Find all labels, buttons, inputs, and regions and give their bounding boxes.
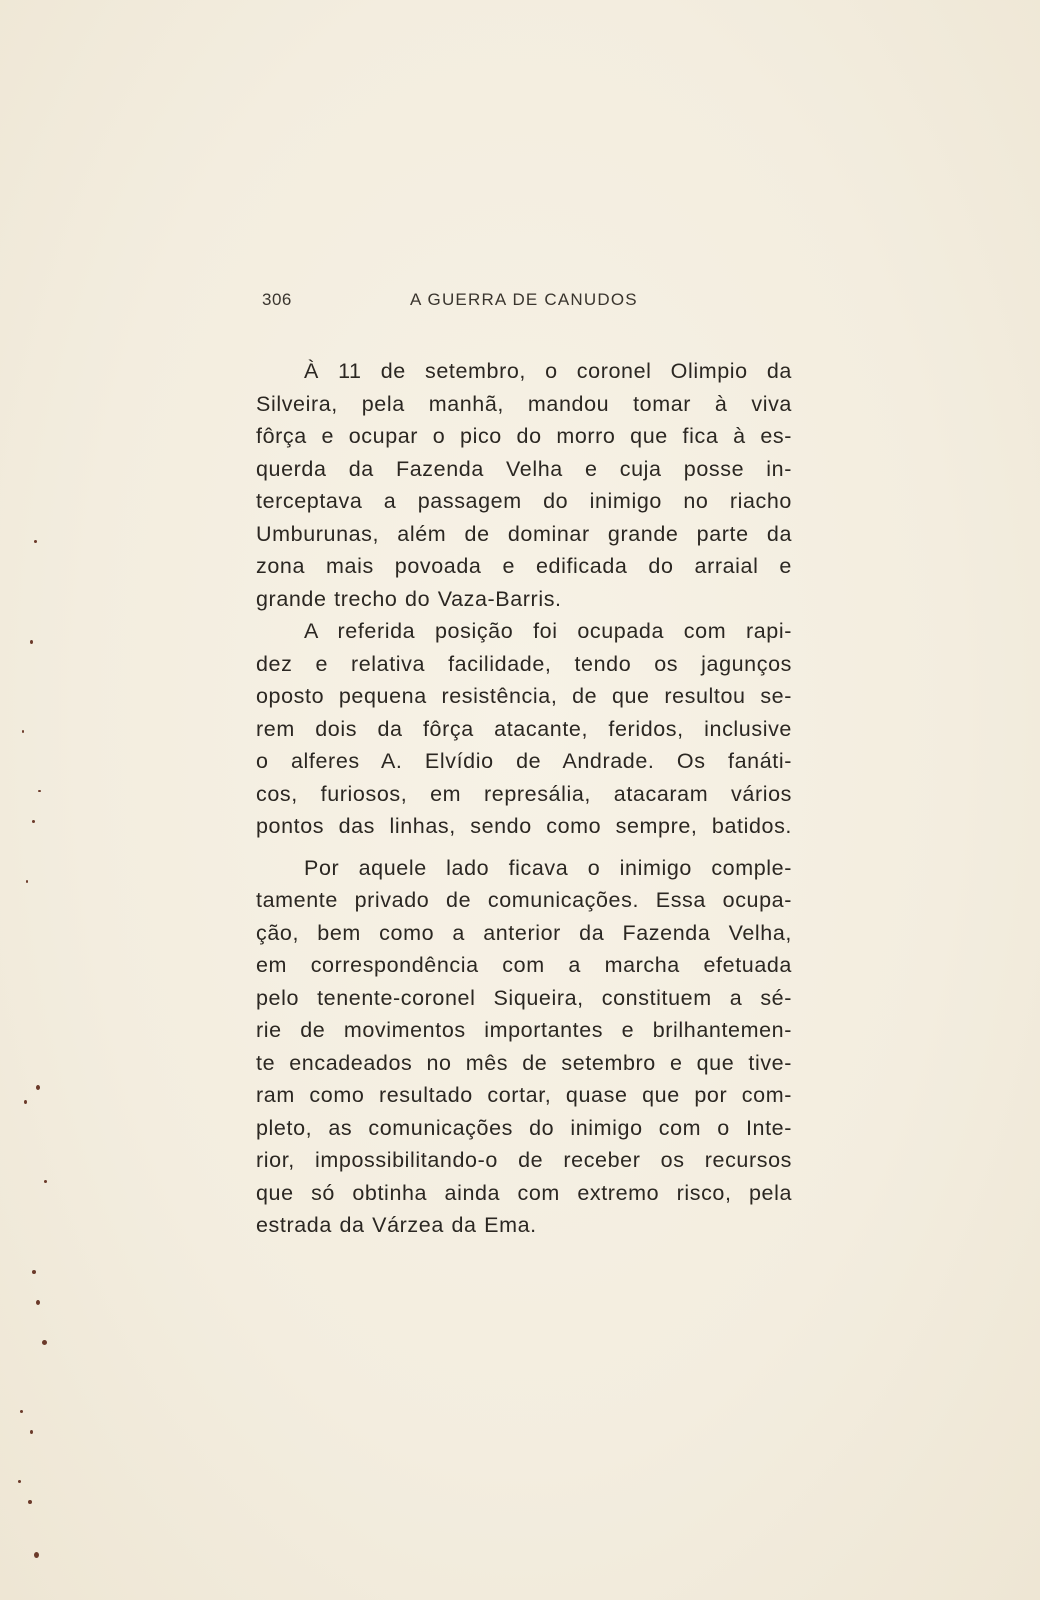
page-number: 306 bbox=[262, 290, 292, 309]
paper-speck bbox=[42, 1340, 47, 1345]
text-line: terceptava a passagem do inimigo no riacho bbox=[256, 489, 792, 513]
paper-speck bbox=[34, 540, 37, 543]
text-line: grande trecho do Vaza-Barris. bbox=[256, 586, 562, 611]
paper-speck bbox=[24, 1100, 27, 1104]
text-line: ram como resultado cortar, quase que por com- bbox=[256, 1083, 792, 1107]
text-line: pelo tenente-coronel Siqueira, constituem a sé- bbox=[256, 985, 792, 1010]
running-title: A GUERRA DE CANUDOS bbox=[410, 290, 638, 309]
text-line: tamente privado de comunicações. Essa ocupa- bbox=[256, 888, 792, 912]
text-line: oposto pequena resistência, de que resultou se- bbox=[256, 684, 792, 708]
paragraph-2 bbox=[256, 615, 792, 843]
text-line: Por aquele lado ficava o inimigo comple- bbox=[304, 855, 792, 880]
paper-speck bbox=[36, 1085, 40, 1090]
paper-speck bbox=[20, 1410, 23, 1413]
text-line: estrada da Várzea da Ema. bbox=[256, 1213, 537, 1237]
paper-speck bbox=[34, 1552, 39, 1558]
text-line: rior, impossibilitando-o de receber os recursos bbox=[256, 1148, 792, 1172]
text-line: rie de movimentos importantes e brilhantemen- bbox=[256, 1018, 792, 1042]
text-line: À 11 de setembro, o coronel Olimpio da bbox=[304, 359, 792, 383]
text-line: ção, bem como a anterior da Fazenda Velha, bbox=[256, 920, 792, 945]
text-line: rem dois da fôrça atacante, feridos, inclusive bbox=[256, 716, 792, 741]
paper-speck bbox=[26, 880, 28, 883]
text-line: pleto, as comunicações do inimigo com o Inte- bbox=[256, 1115, 792, 1140]
paper-speck bbox=[44, 1180, 47, 1183]
paper-speck bbox=[18, 1480, 21, 1483]
text-line: que só obtinha ainda com extremo risco, pela bbox=[256, 1180, 792, 1205]
text-line: A referida posição foi ocupada com rapi- bbox=[304, 619, 792, 643]
text-line: fôrça e ocupar o pico do morro que fica à es- bbox=[256, 424, 792, 448]
paper-speck bbox=[22, 730, 24, 733]
text-line: zona mais povoada e edificada do arraial e bbox=[256, 554, 792, 578]
paper-speck bbox=[38, 790, 41, 792]
paper-speck bbox=[30, 1430, 33, 1434]
paragraph-3 bbox=[256, 852, 792, 1242]
text-line: Silveira, pela manhã, mandou tomar à viva bbox=[256, 391, 792, 416]
text-line: dez e relativa facilidade, tendo os jagunços bbox=[256, 651, 792, 676]
text-line: Umburunas, além de dominar grande parte da bbox=[256, 521, 792, 546]
paper-speck bbox=[32, 820, 35, 823]
text-line: querda da Fazenda Velha e cuja posse in- bbox=[256, 456, 792, 481]
text-line: em correspondência com a marcha efetuada bbox=[256, 953, 792, 977]
paragraph-1 bbox=[256, 355, 792, 615]
text-line: te encadeados no mês de setembro e que tive- bbox=[256, 1050, 792, 1075]
text-line: cos, furiosos, em represália, atacaram vários bbox=[256, 781, 792, 806]
text-line: o alferes A. Elvídio de Andrade. Os fanáti- bbox=[256, 749, 792, 773]
text-line: pontos das linhas, sendo como sempre, batidos. bbox=[256, 814, 792, 838]
paper-speck bbox=[28, 1500, 32, 1504]
paper-speck bbox=[30, 640, 33, 644]
paper-speck bbox=[36, 1300, 40, 1305]
body-text bbox=[256, 355, 792, 1242]
paper-speck bbox=[32, 1270, 36, 1274]
page-header bbox=[262, 290, 792, 314]
